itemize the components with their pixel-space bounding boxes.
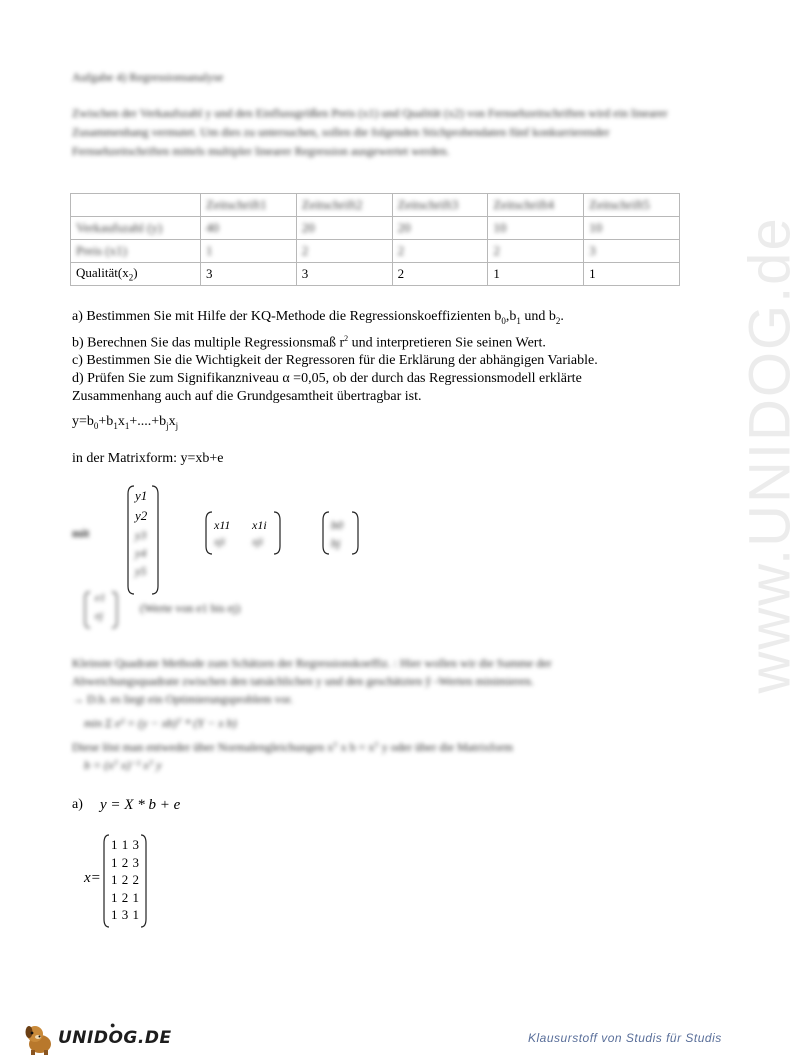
table-cell: 1 [201, 240, 297, 263]
table-cell: 3 [296, 263, 392, 286]
table-row [71, 217, 680, 240]
question-d-line1: d) Prüfen Sie zum Signifikanzniveau α =0,05, ob der durch das Regressionsmodell erklärte [72, 371, 582, 387]
paw-icon: ● [110, 1020, 116, 1030]
kq-line: Diese löst man entweder über Normalengleichungen xᵀ x b = xᵀ y oder über die Matrixform [72, 740, 513, 754]
y-entry-1: y1 [135, 488, 148, 503]
table-header-cell: Zeitschrift3 [392, 194, 488, 217]
kq-line: Abweichungsquadrate zwischen den tatsächlichen y und den geschätzten ŷ -Werten minimieren. [72, 674, 534, 688]
question-list [72, 308, 692, 406]
table-header-cell: Zeitschrift5 [584, 194, 680, 217]
x-matrix-label: x= [84, 870, 101, 886]
matrix-brackets [72, 482, 392, 598]
x-matrix [103, 833, 147, 929]
regression-equation: $y=b_0+b_1x_1+....+b_jx_j$ [72, 414, 179, 431]
x-entry-11: x11 [214, 518, 231, 532]
b-entry-0: b0 [331, 518, 343, 532]
e-entry-1: e1 [95, 592, 106, 604]
watermark-text: www.UNIDOG.de [737, 216, 803, 694]
y-entry-5: y5 [135, 564, 147, 578]
question-c: c) Bestimmen Sie die Wichtigkeit der Regressoren für die Erklärung der abhängigen Variable. [72, 353, 598, 369]
table-cell: 10 [584, 217, 680, 240]
x-matrix-row: 1 2 3 [111, 854, 140, 870]
table-header-cell: Zeitschrift4 [488, 194, 584, 217]
table-row [71, 263, 680, 286]
task-title: Aufgabe 4) Regressionsanalyse [72, 70, 224, 84]
mit-label: mit [72, 526, 90, 540]
table-header-cell: Zeitschrift2 [296, 194, 392, 217]
table-header-cell [71, 194, 201, 217]
data-table [70, 193, 680, 286]
x-matrix-row: 1 2 1 [111, 889, 140, 905]
x-entry-1i: x1i [252, 518, 267, 532]
e-entry-j: ej [95, 610, 103, 622]
x-matrix-row: 1 3 1 [111, 907, 140, 922]
table-cell: 40 [201, 217, 297, 240]
x-matrix-row: 1 1 3 [111, 837, 140, 852]
error-vector [72, 590, 332, 630]
part-a-label: a) [72, 797, 83, 812]
row-label: $Qualität(x_2)$ [71, 263, 201, 286]
question-d-line2: Zusammenhang auch auf die Grundgesamtheit übertragbar ist. [72, 389, 422, 405]
matrix-definitions [72, 482, 392, 598]
e-note: (Werte von e1 bis ej) [140, 601, 241, 615]
table-header-cell: Zeitschrift1 [201, 194, 297, 217]
b-entry-j: bj [331, 536, 341, 550]
table-cell: 1 [584, 263, 680, 286]
kq-line: b = (xᵀ x)⁻¹ xᵀ y [84, 758, 162, 772]
table-cell: 20 [296, 217, 392, 240]
table-cell: 3 [584, 240, 680, 263]
y-entry-3: y3 [135, 528, 147, 542]
logo-text: UNIDOG.DE [58, 1028, 172, 1048]
table-cell: 3 [201, 263, 297, 286]
matrix-form-line: in der Matrixform: y=xb+e [72, 451, 224, 466]
table-cell: 1 [488, 263, 584, 286]
kq-line: Kleinste Quadrate Methode zum Schätzen der Regressionskoeffiz. : Hier wollen wir die Summe der [72, 656, 552, 670]
x-entry-j1: xji [214, 536, 225, 548]
kq-method-text [72, 654, 682, 774]
question-a: a) Bestimmen Sie mit Hilfe der KQ-Methode die Regressionskoeffizienten $b_0,b_1$ und $b_2$. [72, 309, 564, 326]
x-matrix-row: 1 2 2 [111, 872, 140, 887]
table-cell: 2 [488, 240, 584, 263]
kq-line: → D.h. es liegt ein Optimierungsproblem vor. [72, 692, 293, 706]
row-label: Verkaufszahl (y) [71, 217, 201, 240]
unidog-logo[interactable] [22, 1020, 172, 1058]
table-row [71, 240, 680, 263]
kq-line: min Σ e² = (y − xb)ᵀ * (Y − x b) [84, 716, 237, 730]
table-cell: 2 [392, 263, 488, 286]
table-cell: 10 [488, 217, 584, 240]
y-entry-2: y2 [135, 508, 148, 523]
table-cell: 20 [392, 217, 488, 240]
dog-icon [22, 1022, 58, 1056]
table-cell: 2 [392, 240, 488, 263]
footer-tagline: Klausurstoff von Studis für Studis [528, 1031, 722, 1045]
question-b: b) Berechnen Sie das multiple Regressionsmaß $r^2$ und interpretieren Sie seinen Wert. [72, 333, 546, 351]
part-a-equation: y = X * b + e [100, 797, 181, 813]
task-intro: Zwischen der Verkaufszahl y und den Einflussgrößen Preis (x1) und Qualität (x2) von Fernsehzeitschriften wird ein linearer Zusammenhang vermutet. Um dies zu untersuchen, sollen die folgenden Stichprobendaten fünf konkurrierender Fernsehzeitschriften mittels multipler linearer Regression ausgewertet werden. [72, 106, 668, 158]
x-matrix-rows [111, 836, 140, 924]
x-entry-ji: xji [252, 536, 263, 548]
table-header-row [71, 194, 680, 217]
y-entry-4: y4 [135, 546, 147, 560]
table-cell: 2 [296, 240, 392, 263]
row-label: Preis (x1) [71, 240, 201, 263]
